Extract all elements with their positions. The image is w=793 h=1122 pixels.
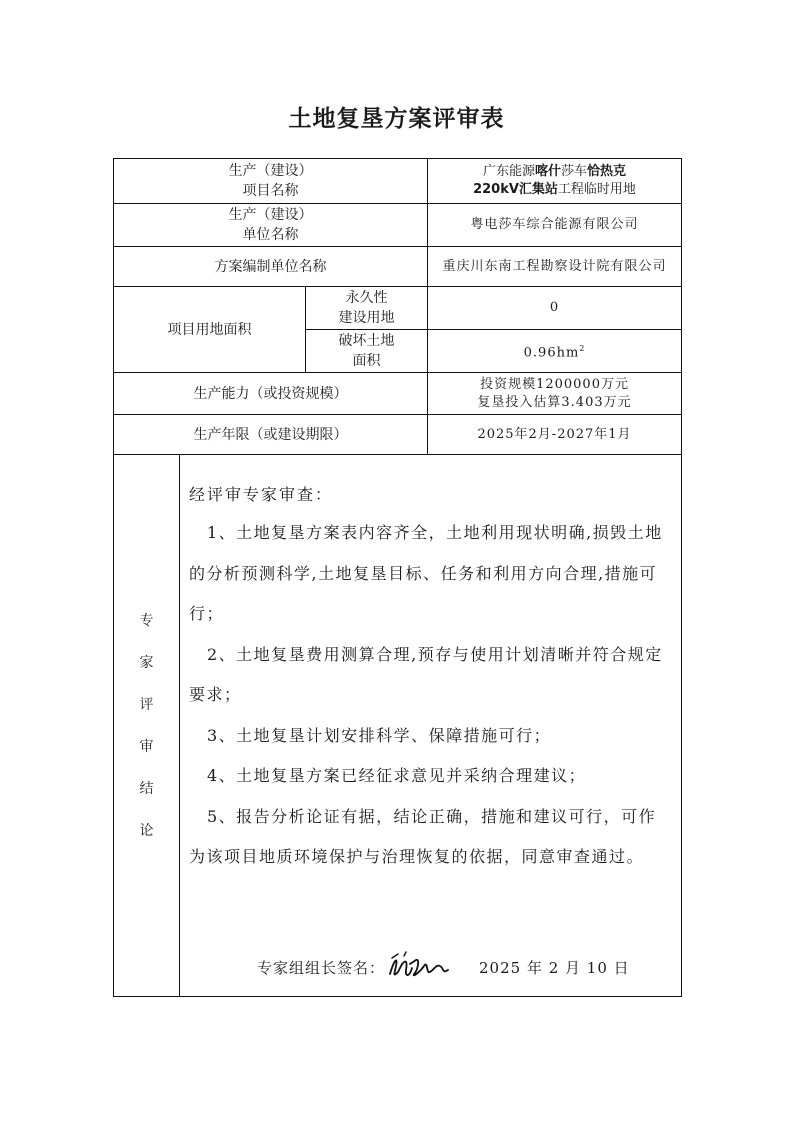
unit-name-label-line1: 生产（建设） [228,207,313,223]
damaged-land-value [428,330,682,373]
project-name-seg: 220kV汇集站 [473,182,558,197]
capacity-label: 生产能力（或投资规模） [114,373,428,415]
side-char: 论 [139,822,154,839]
side-char: 评 [139,696,154,713]
damaged-land-label [306,330,428,373]
project-name-label-line2: 项目名称 [242,183,299,199]
project-name-label-line1: 生产（建设） [228,163,313,179]
project-name-seg: 莎车 [561,164,588,179]
row-conclusion [114,455,682,997]
conclusion-content [180,455,682,997]
damaged-land-number: 0.96hm [523,345,580,361]
conclusion-paragraph: 3、土地复垦计划安排科学、保障措施可行； [207,725,552,745]
project-name-value-line2 [428,181,681,199]
permanent-land-value: 0 [428,287,682,330]
capacity-value-line1: 投资规模1200000万元 [480,376,629,392]
damaged-land-unit-sup: 2 [579,343,586,353]
signature-date: 2025 年 2 月 10 日 [479,959,630,977]
side-char: 审 [139,738,154,755]
project-name-label [114,159,428,204]
page-title: 土地复垦方案评审表 [288,106,505,132]
period-value: 2025年2月-2027年1月 [428,415,682,455]
permanent-land-label-line1: 永久性 [345,290,388,306]
permanent-land-label [306,287,428,330]
project-name-seg: 工程临时用地 [557,182,636,197]
conclusion-paragraph: 5、报告分析论证有据，结论正确，措施和建议可行，可作为该项目地质环境保护与治理恢复的依据，同意审查通过。 [189,806,657,866]
side-char: 家 [139,654,154,671]
conclusion-body [189,513,665,878]
side-char: 结 [139,780,154,797]
project-name-value-line1 [428,163,681,181]
conclusion-heading: 经评审专家审查： [189,485,334,504]
row-capacity [114,373,682,415]
damaged-land-label-line1: 破坏土地 [338,333,395,349]
row-period [114,415,682,455]
side-char: 专 [139,612,154,629]
plan-unit-value: 重庆川东南工程勘察设计院有限公司 [428,247,682,287]
plan-unit-label: 方案编制单位名称 [114,247,428,287]
project-name-seg: 喀什 [535,164,562,179]
row-project-name [114,159,682,204]
row-unit-name [114,204,682,247]
signature-label: 专家组组长签名： [257,959,386,977]
conclusion-paragraph: 4、土地复垦方案已经征求意见并采纳合理建议； [207,766,587,785]
review-table [113,158,682,997]
capacity-value-line2: 复垦投入估算3.403万元 [477,394,632,410]
unit-name-value: 粤电莎车综合能源有限公司 [428,204,682,247]
damaged-land-label-line2: 面积 [352,353,381,369]
project-name-seg: 恰热克 [587,164,627,179]
permanent-land-label-line2: 建设用地 [338,310,395,326]
row-plan-unit [114,247,682,287]
conclusion-paragraph: 2、土地复垦费用测算合理,预存与使用计划清晰并符合规定要求； [189,644,663,704]
project-name-seg: 广东能源 [482,164,535,179]
conclusion-side-label [114,455,180,997]
project-name-value [428,159,682,204]
unit-name-label-line2: 单位名称 [242,227,299,243]
conclusion-paragraph: 1、土地复垦方案表内容齐全，土地利用现状明确,损毁土地的分析预测科学,土地复垦目标、任务和利用方向合理,措施可行； [189,523,663,623]
row-permanent-land [114,287,682,330]
period-label: 生产年限（或建设期限） [114,415,428,455]
land-area-label: 项目用地面积 [114,287,306,373]
handwritten-signature [386,950,454,984]
unit-name-label [114,204,428,247]
capacity-value [428,373,682,415]
